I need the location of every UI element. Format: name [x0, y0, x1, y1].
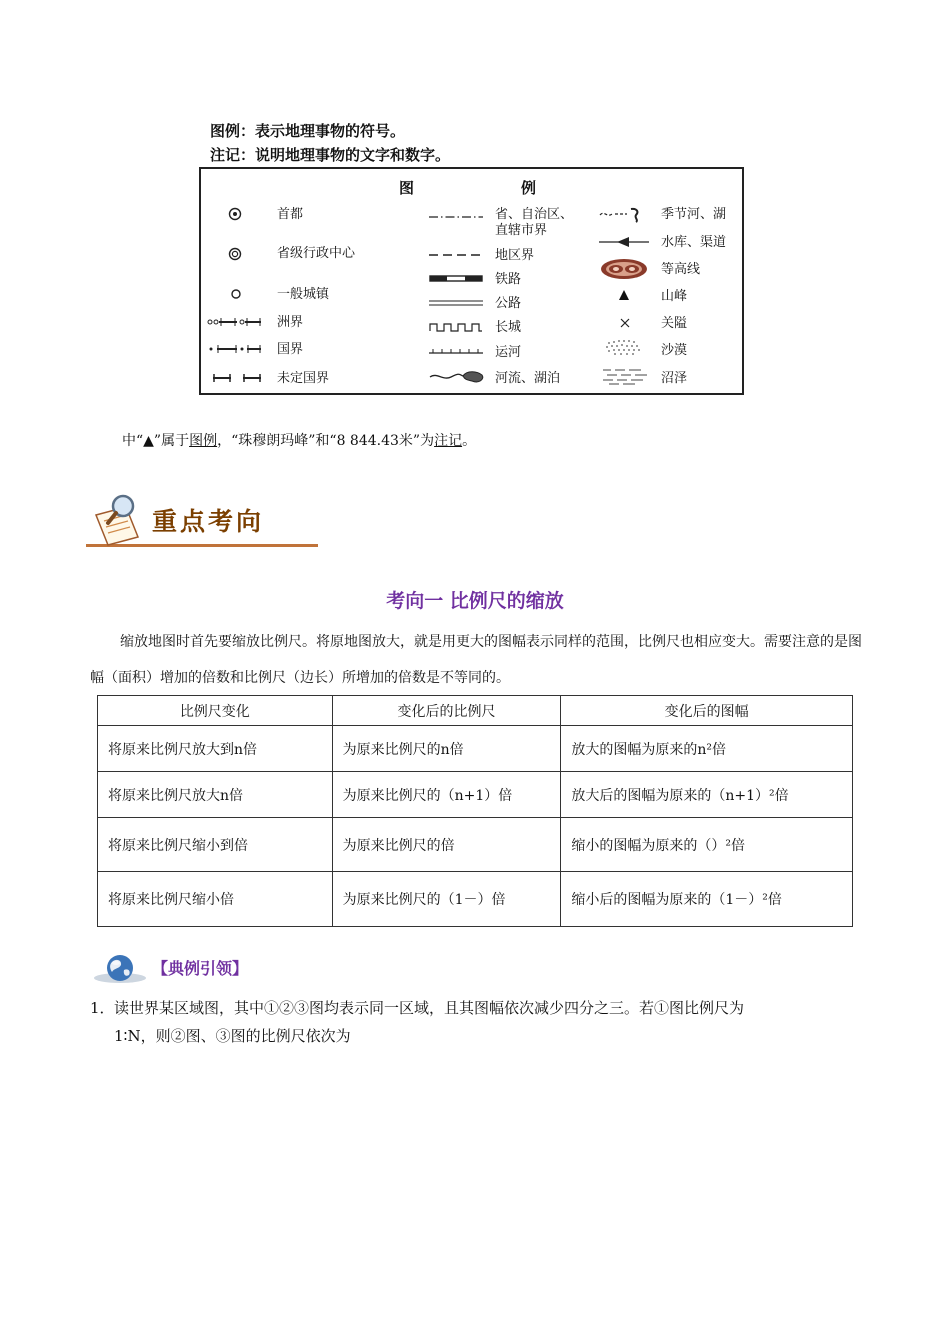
table-cell: 为原来比例尺的n倍 — [332, 726, 561, 772]
legend-label-undetermined-boundary: 未定国界 — [277, 371, 330, 386]
mountain-peak-symbol-icon — [618, 288, 630, 302]
table-cell: 缩小后的图幅为原来的（1－）²倍 — [561, 872, 853, 927]
section-heading: 考向一 比例尺的缩放 — [386, 590, 564, 612]
seasonal-river-symbol-icon — [599, 206, 645, 224]
table-row — [98, 726, 853, 772]
table-cell: 将原来比例尺缩小到倍 — [98, 818, 333, 872]
table-header: 比例尺变化 — [98, 696, 333, 726]
table-cell: 将原来比例尺放大n倍 — [98, 772, 333, 818]
table-cell: 放大的图幅为原来的n²倍 — [561, 726, 853, 772]
table-cell: 为原来比例尺的（n+1）倍 — [332, 772, 561, 818]
table-cell: 缩小的图幅为原来的（）²倍 — [561, 818, 853, 872]
table-cell: 放大后的图幅为原来的（n+1）²倍 — [561, 772, 853, 818]
scale-change-table — [97, 695, 853, 927]
table-row — [98, 872, 853, 927]
canal-symbol-icon — [429, 345, 483, 357]
railway-symbol-icon — [429, 273, 483, 285]
legend-label-mountain-peak: 山峰 — [661, 289, 688, 304]
legend-label-contour: 等高线 — [661, 262, 701, 277]
river-lake-symbol-icon — [429, 368, 485, 386]
legend-label-reservoir-canal: 水库、渠道 — [661, 235, 727, 250]
legend-label-canal: 运河 — [495, 345, 522, 360]
marsh-symbol-icon — [601, 366, 649, 386]
legend-label-highway: 公路 — [495, 296, 522, 311]
legend-label-mountain-pass: 关隘 — [661, 316, 688, 331]
great-wall-symbol-icon — [429, 320, 483, 334]
notepad-magnifier-icon — [96, 496, 138, 545]
legend-label-provincial-boundary-2: 直辖市界 — [495, 223, 548, 238]
legend-label-seasonal-river: 季节河、湖 — [661, 207, 727, 222]
table-header: 变化后的图幅 — [561, 696, 853, 726]
continent-boundary-symbol-icon — [207, 315, 263, 329]
legend-note: 中“▲”属于图例，“珠穆朗玛峰”和“8 844.43米”为注记。 — [122, 433, 477, 449]
legend-label-provincial-capital: 省级行政中心 — [277, 246, 356, 261]
legend-label-marsh: 沼泽 — [661, 371, 688, 386]
question-number: 1． — [90, 999, 115, 1017]
definition-legend: 图例：表示地理事物的符号。 — [210, 122, 406, 140]
provincial-boundary-symbol-icon — [429, 211, 483, 223]
capital-symbol-icon — [227, 206, 243, 222]
term-legend: 图例 — [189, 433, 218, 449]
term-annotation: 注记 — [434, 433, 463, 449]
question-text-line2: 1∶N，则②图、③图的比例尺依次为 — [114, 1027, 351, 1045]
intro-paragraph: 缩放地图时首先要缩放比例尺。将原地图放大，就是用更大的图幅表示同样的范围，比例尺也相应变大。需要注意的是图幅（面积）增加的倍数和比例尺（边长）所增加的倍数是不等同的。 — [90, 634, 862, 686]
table-header-row — [98, 696, 853, 726]
table-cell: 将原来比例尺放大到n倍 — [98, 726, 333, 772]
legend-label-provincial-boundary-1: 省、自治区、 — [495, 207, 574, 222]
legend-title-right: 例 — [521, 179, 537, 197]
legend-label-district-boundary: 地区界 — [495, 248, 535, 263]
legend-label-great-wall: 长城 — [495, 320, 522, 335]
example-title: 【典例引领】 — [152, 959, 249, 978]
highway-symbol-icon — [429, 297, 483, 309]
globe-icon — [88, 948, 158, 988]
legend-title-left: 图 — [399, 179, 415, 197]
table-row — [98, 772, 853, 818]
legend-label-river-lake: 河流、湖泊 — [495, 371, 561, 386]
map-legend-figure — [199, 167, 744, 395]
district-boundary-symbol-icon — [429, 249, 483, 261]
legend-label-town: 一般城镇 — [277, 287, 330, 302]
undetermined-boundary-symbol-icon — [211, 371, 267, 385]
table-header: 变化后的比例尺 — [332, 696, 561, 726]
mountain-pass-symbol-icon — [618, 316, 632, 330]
table-row — [98, 818, 853, 872]
desert-symbol-icon — [603, 337, 643, 357]
legend-label-continent-boundary: 洲界 — [277, 315, 304, 330]
legend-label-national-boundary: 国界 — [277, 342, 304, 357]
legend-label-desert: 沙漠 — [661, 343, 688, 358]
legend-definitions — [210, 119, 450, 167]
table-cell: 为原来比例尺的（1－）倍 — [332, 872, 561, 927]
definition-annotation: 注记：说明地理事物的文字和数字。 — [210, 146, 451, 164]
provincial-capital-symbol-icon — [227, 246, 243, 262]
contour-symbol-icon — [599, 257, 649, 281]
reservoir-canal-symbol-icon — [599, 235, 649, 249]
legend-label-railway: 铁路 — [495, 272, 522, 287]
section-banner-title: 重点考向 — [152, 507, 265, 536]
legend-label-capital: 首都 — [277, 207, 304, 222]
table-cell: 将原来比例尺缩小倍 — [98, 872, 333, 927]
question-1 — [90, 994, 866, 1050]
table-cell: 为原来比例尺的倍 — [332, 818, 561, 872]
town-symbol-icon — [229, 287, 243, 301]
national-boundary-symbol-icon — [207, 342, 263, 356]
question-text-line1: 读世界某区域图，其中①②③图均表示同一区域，且其图幅依次减少四分之三。若①图比例尺为 — [114, 999, 745, 1017]
